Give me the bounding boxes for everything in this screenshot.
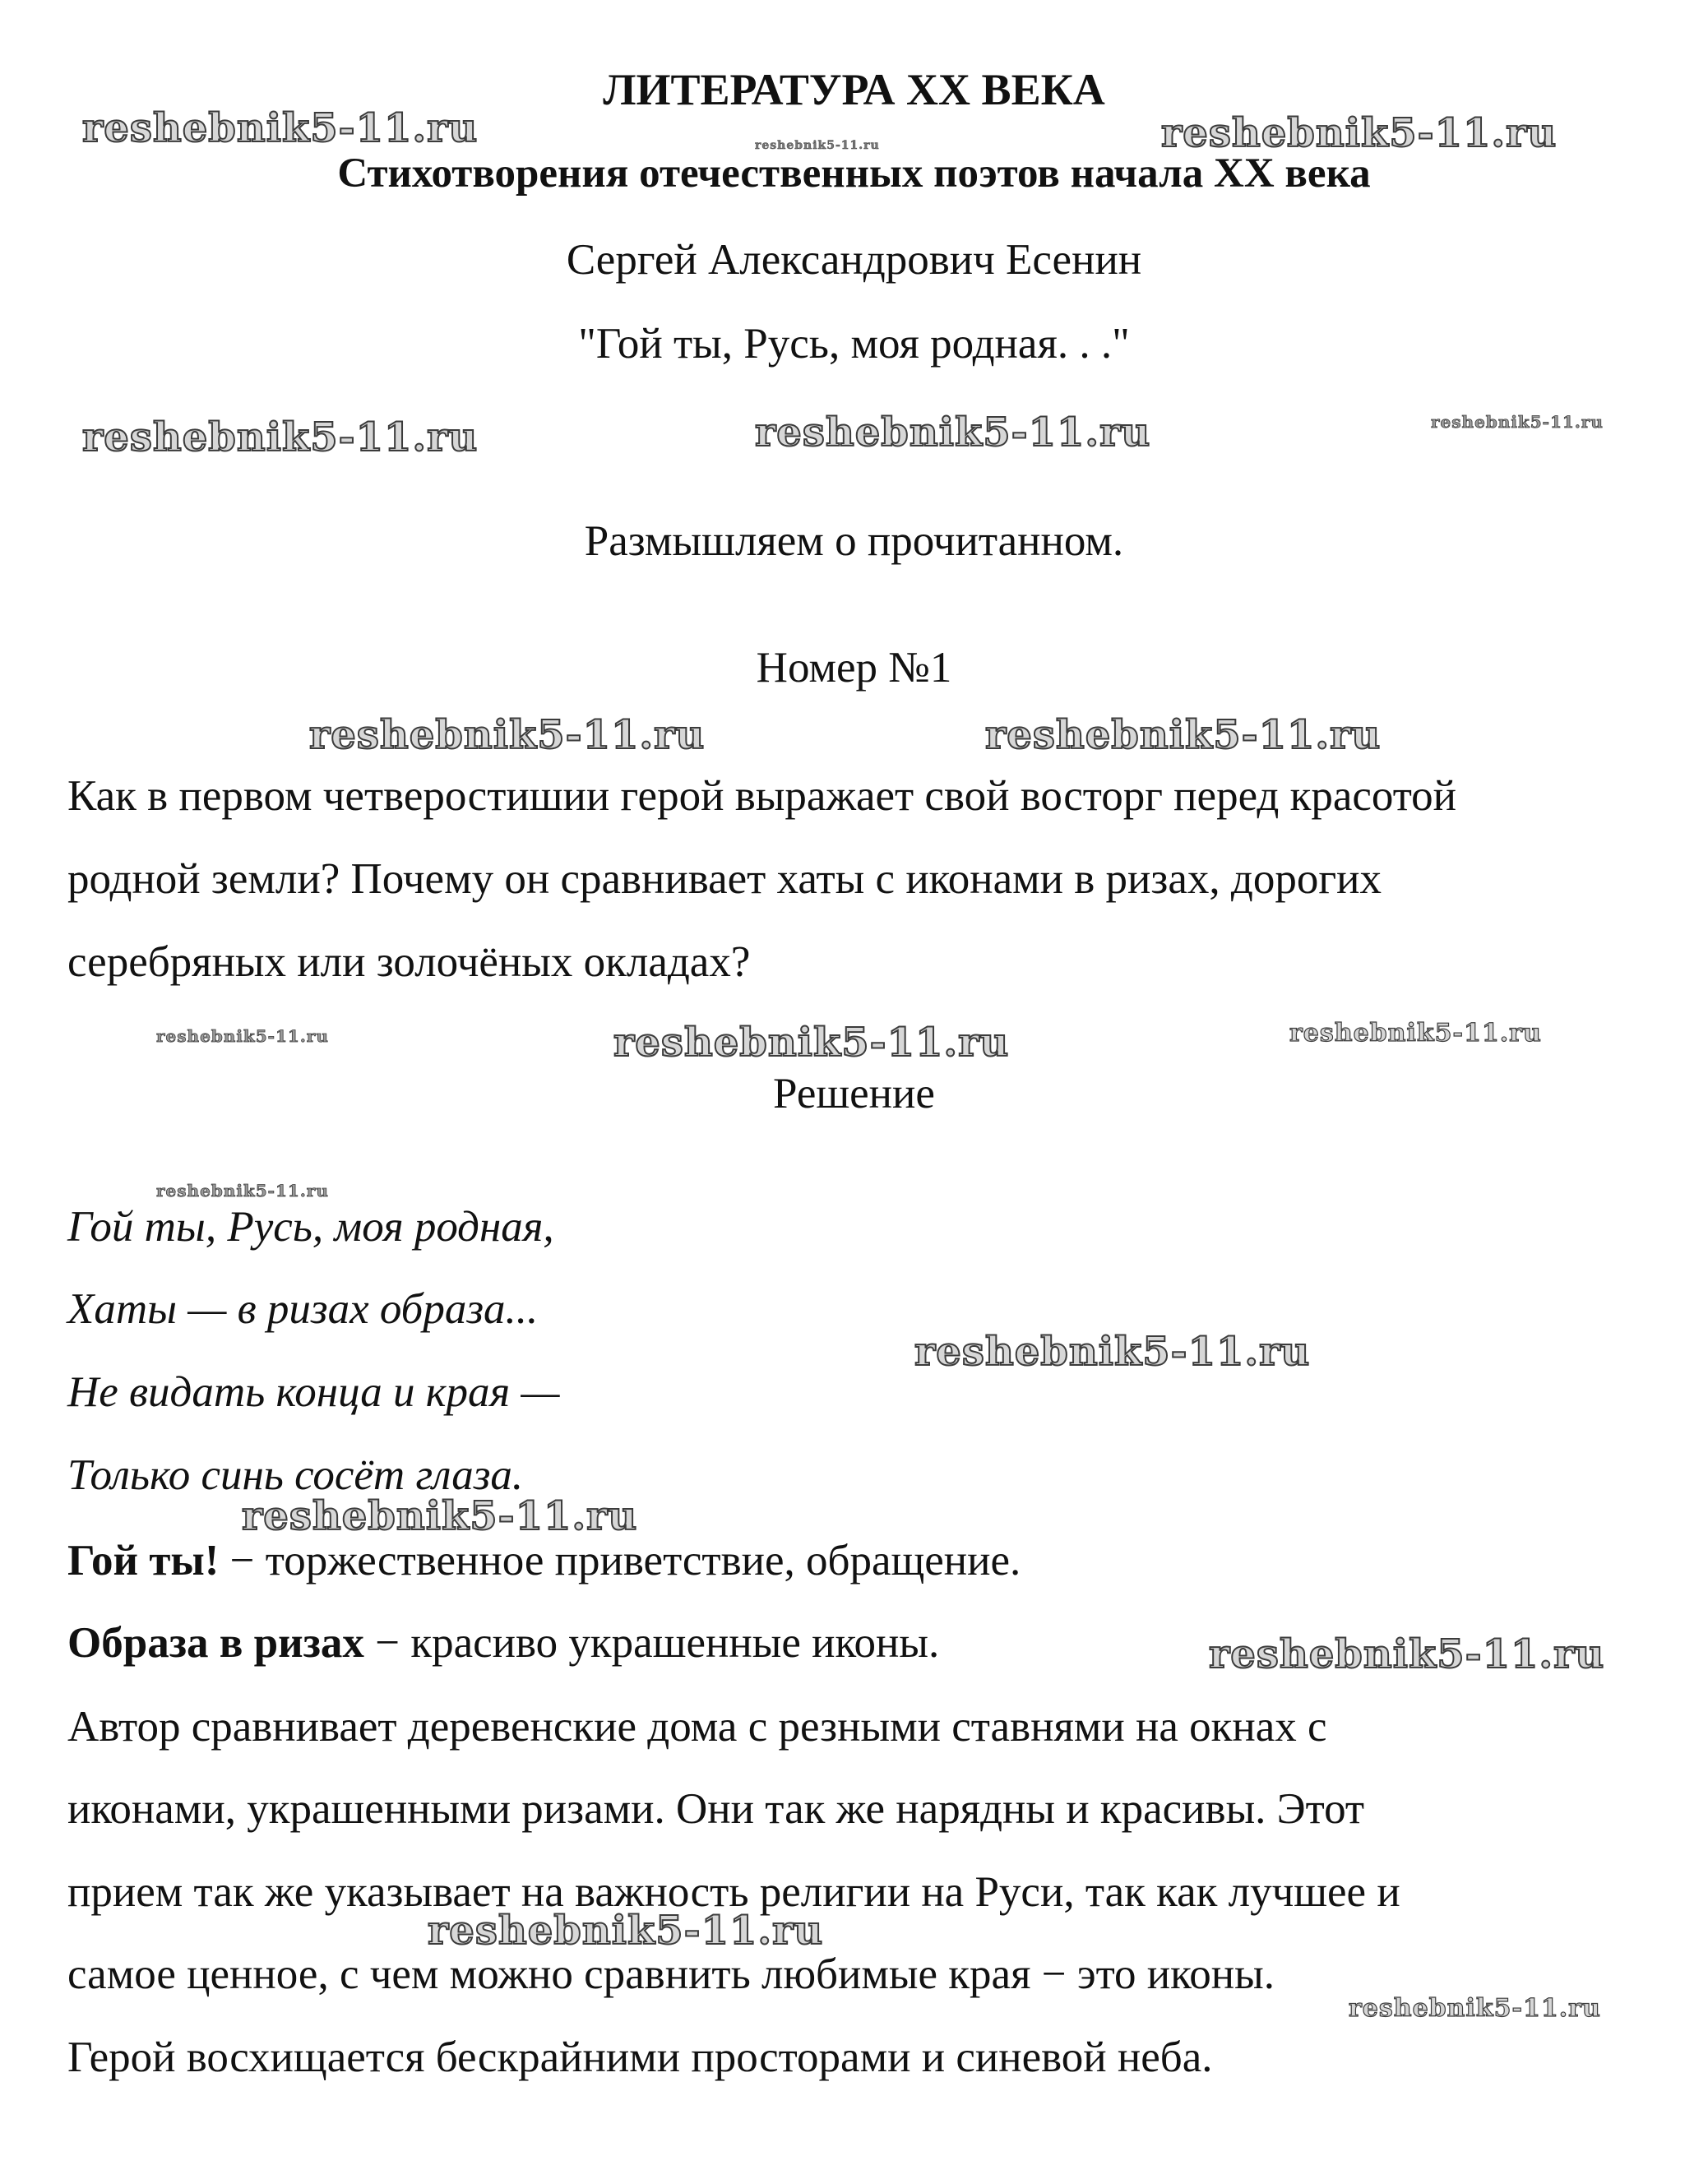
section-heading: Размышляем о прочитанном. — [584, 517, 1124, 565]
definition-text: − торжественное приветствие, обращение. — [219, 1537, 1021, 1585]
watermark: reshebnik5-11.ru — [242, 1493, 638, 1539]
watermark: reshebnik5-11.ru — [1209, 1631, 1605, 1677]
definition-line — [67, 1619, 940, 1667]
watermark: reshebnik5-11.ru — [156, 1181, 329, 1201]
definition-line — [67, 1539, 1021, 1583]
question-line: родной земли? Почему он сравнивает хаты с иконами в ризах, дорогих — [67, 855, 1382, 903]
watermark: reshebnik5-11.ru — [914, 1329, 1311, 1375]
poem-line: Гой ты, Русь, моя родная, — [67, 1203, 554, 1251]
poem-title: "Гой ты, Русь, моя родная. . ." — [578, 320, 1130, 368]
definition-term: Образа в ризах — [67, 1619, 364, 1667]
question-line: серебряных или золочёных окладах? — [67, 938, 751, 986]
explanation-line: самое ценное, с чем можно сравнить любимые края − это иконы. — [67, 1950, 1275, 1998]
page-title: ЛИТЕРАТУРА XX ВЕКА — [603, 65, 1105, 114]
watermark: reshebnik5-11.ru — [755, 139, 880, 152]
watermark: reshebnik5-11.ru — [428, 1908, 824, 1954]
watermark: reshebnik5-11.ru — [755, 409, 1151, 456]
task-number: Номер №1 — [756, 644, 952, 692]
definition-text: − красиво украшенные иконы. — [363, 1619, 940, 1667]
explanation-line: прием так же указывает на важность религии на Руси, так как лучшее и — [67, 1868, 1400, 1916]
watermark: reshebnik5-11.ru — [1289, 1019, 1542, 1048]
definition-term: Гой ты! — [67, 1537, 220, 1585]
question-line: Как в первом четверостишии герой выражает свой восторг перед красотой — [67, 772, 1457, 820]
watermark: reshebnik5-11.ru — [1431, 412, 1604, 432]
poem-line: Не видать конца и края — — [67, 1368, 560, 1416]
watermark: reshebnik5-11.ru — [985, 712, 1382, 758]
watermark: reshebnik5-11.ru — [1161, 110, 1558, 156]
page-subtitle: Стихотворения отечественных поэтов начала XX века — [337, 150, 1371, 197]
watermark: reshebnik5-11.ru — [309, 712, 706, 758]
author-name: Сергей Александрович Есенин — [566, 236, 1142, 284]
explanation-line: Автор сравнивает деревенские дома с резными ставнями на окнах с — [67, 1703, 1327, 1751]
watermark: reshebnik5-11.ru — [1349, 1994, 1601, 2023]
watermark: reshebnik5-11.ru — [82, 414, 479, 460]
poem-line: Хаты — в ризах образа... — [67, 1285, 539, 1333]
solution-heading: Решение — [773, 1070, 935, 1117]
watermark: reshebnik5-11.ru — [156, 1026, 329, 1046]
explanation-line: иконами, украшенными ризами. Они так же нарядны и красивы. Этот — [67, 1785, 1365, 1833]
poem-line: Только синь сосёт глаза. — [67, 1451, 524, 1499]
watermark: reshebnik5-11.ru — [82, 105, 479, 151]
explanation-line: Герой восхищается бескрайними просторами и синевой неба. — [67, 2033, 1213, 2081]
watermark: reshebnik5-11.ru — [613, 1020, 1010, 1066]
